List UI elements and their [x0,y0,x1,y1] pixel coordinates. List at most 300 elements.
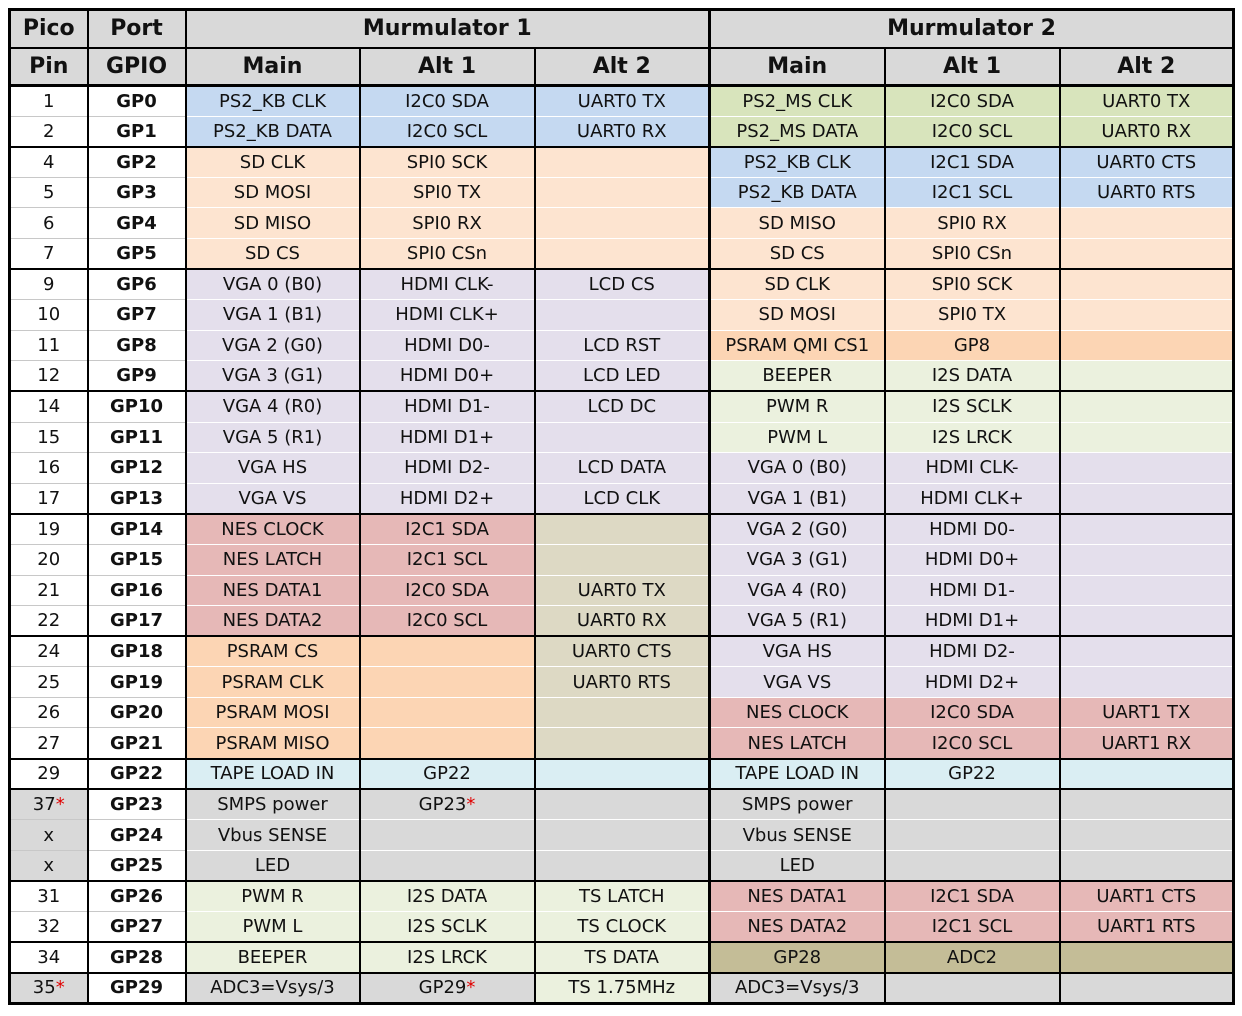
function-label: PS2_MS CLK [742,90,853,112]
m2-alt1-cell [885,728,1060,759]
m1-main-cell [186,422,360,453]
m2-alt2-cell [1060,759,1234,790]
m1-main-cell [186,667,360,698]
gpio-cell: GP27 [88,912,186,943]
m1-alt2-cell [535,269,710,300]
pico-pin-value: 7 [43,243,55,265]
m1-alt2-cell [535,514,710,545]
function-label: I2C1 SDA [930,885,1014,907]
function-label: LCD CS [588,274,655,296]
function-label: SD CLK [764,274,830,296]
m2-alt2-cell [1060,912,1234,943]
m1-main-cell [186,912,360,943]
pico-pin-value: 32 [37,916,61,938]
table-row [10,881,1234,912]
m1-alt1-cell [360,728,535,759]
function-label: SD CS [244,243,300,265]
pico-pin-cell [10,759,88,790]
function-label: ADC3=Vsys/3 [734,977,860,999]
m2-alt2-cell [1060,208,1234,239]
header-row-groups [10,10,1234,48]
pico-pin-cell [10,850,88,881]
m2-main-cell [710,177,885,208]
function-label: GP22 [948,763,996,785]
function-label: I2C0 SCL [406,610,488,632]
gpio-cell: GP3 [88,177,186,208]
pico-pin-value: 11 [37,335,61,357]
m1-alt1-cell [360,361,535,392]
m2-alt1-cell [885,606,1060,637]
pico-pin-value: 21 [37,579,61,601]
gpio-cell: GP13 [88,483,186,514]
function-label: VGA 4 (R0) [222,396,323,418]
function-label: SPI0 SCK [931,274,1013,296]
gpio-cell: GP7 [88,300,186,331]
table-row [10,789,1234,820]
m2-alt1-cell [885,177,1060,208]
m1-alt2-cell [535,238,710,269]
function-label: SPI0 CSn [406,243,488,265]
function-label: UART0 TX [577,579,666,601]
gpio-cell: GP15 [88,544,186,575]
pico-pin-value: 16 [37,457,61,479]
m1-main-cell [186,789,360,820]
m1-alt1-cell [360,789,535,820]
m2-alt1-cell [885,238,1060,269]
pico-pin-value: 15 [37,426,61,448]
m1-alt1-cell [360,942,535,973]
header-row-columns [10,48,1234,86]
m2-main-cell [710,330,885,361]
m2-alt2-cell [1060,116,1234,147]
gpio-cell: GP25 [88,850,186,881]
m1-alt2-header: Alt 2 [535,48,710,86]
table-row [10,238,1234,269]
pico-pin-value: 25 [37,671,61,693]
gpio-cell: GP26 [88,881,186,912]
m1-main-cell [186,697,360,728]
m1-alt2-cell [535,330,710,361]
function-label: I2S LRCK [932,426,1012,448]
m2-alt2-cell [1060,86,1234,117]
m2-main-cell [710,544,885,575]
pico-pin-value: 35 [32,977,56,999]
gpio-cell: GP18 [88,636,186,667]
m1-alt2-cell [535,177,710,208]
function-label: VGA VS [238,487,307,509]
function-label: TS LATCH [578,885,665,907]
m2-alt1-cell [885,422,1060,453]
m2-alt2-cell [1060,330,1234,361]
gpio-cell: GP12 [88,453,186,484]
function-label: Vbus SENSE [217,824,328,846]
m2-main-cell [710,942,885,973]
m1-alt1-cell [360,147,535,178]
table-row [10,759,1234,790]
pico-pin-value: 5 [43,182,55,204]
port-gpio-header-line2: GPIO [88,48,186,86]
function-label: TS DATA [584,946,659,968]
m1-main-cell [186,361,360,392]
m1-main-cell [186,208,360,239]
pico-pin-cell [10,483,88,514]
m1-alt1-cell [360,116,535,147]
m1-alt2-cell [535,636,710,667]
gpio-cell: GP11 [88,422,186,453]
m2-main-cell [710,483,885,514]
function-label: LCD LED [583,365,661,387]
table-row [10,208,1234,239]
function-label: VGA 3 (G1) [222,365,323,387]
m2-main-cell [710,514,885,545]
table-row [10,269,1234,300]
pico-pin-value: 19 [37,518,61,540]
m2-alt2-cell [1060,300,1234,331]
function-label: I2C0 SCL [931,732,1013,754]
gpio-cell: GP2 [88,147,186,178]
table-header [10,10,1234,86]
function-label: SMPS power [217,794,328,816]
asterisk-mark: * [55,794,65,816]
gpio-cell: GP6 [88,269,186,300]
m1-alt1-cell [360,820,535,851]
m1-alt2-cell [535,606,710,637]
pico-pin-header-line1: Pico [10,10,88,48]
m2-alt2-cell [1060,881,1234,912]
m1-alt2-cell [535,483,710,514]
pico-pin-value: 10 [37,304,61,326]
function-label: PWM R [241,885,304,907]
function-label: TAPE LOAD IN [210,763,335,785]
murmulator-1-header: Murmulator 1 [186,10,710,48]
function-label: VGA 5 (R1) [747,610,847,632]
pico-pin-value: x [43,854,55,876]
m1-alt2-cell [535,544,710,575]
table-row [10,177,1234,208]
pico-pin-cell [10,912,88,943]
m1-main-cell [186,881,360,912]
m1-alt1-cell [360,177,535,208]
function-label: HDMI D2- [929,641,1015,663]
asterisk-mark: * [55,977,65,999]
m2-alt1-cell [885,636,1060,667]
m1-main-cell [186,850,360,881]
pico-pin-cell [10,728,88,759]
function-label: PS2_KB CLK [743,151,851,173]
function-label: SD MOSI [233,182,312,204]
m2-alt1-cell [885,453,1060,484]
function-label: GP23 [418,794,467,816]
table-row [10,636,1234,667]
m2-alt1-cell [885,973,1060,1004]
pico-pin-value: 27 [37,732,61,754]
gpio-cell: GP10 [88,391,186,422]
function-label: HDMI D0- [929,518,1015,540]
function-label: HDMI D1+ [924,610,1020,632]
function-label: UART0 RTS [1097,182,1196,204]
function-label: I2S LRCK [407,946,487,968]
function-label: I2C1 SCL [931,916,1013,938]
m2-main-cell [710,361,885,392]
m1-alt2-cell [535,361,710,392]
function-label: I2C1 SCL [406,549,488,571]
function-label: UART0 RX [576,610,667,632]
pico-pin-cell [10,667,88,698]
function-label: VGA 1 (B1) [747,487,847,509]
function-label: UART0 RX [1101,120,1192,142]
pico-pin-value: 31 [37,885,61,907]
gpio-cell: GP29 [88,973,186,1004]
pico-pin-cell [10,147,88,178]
pico-pin-header-line2: Pin [10,48,88,86]
m2-main-cell [710,238,885,269]
m2-alt2-header: Alt 2 [1060,48,1234,86]
function-label: I2S SCLK [407,916,487,938]
function-label: HDMI D2+ [399,487,495,509]
pico-pin-cell [10,973,88,1004]
table-row [10,973,1234,1004]
m2-alt1-cell [885,208,1060,239]
m2-main-cell [710,575,885,606]
table-row [10,147,1234,178]
function-label: SPI0 SCK [406,151,488,173]
m2-main-cell [710,422,885,453]
function-label: I2C0 SCL [931,120,1013,142]
m1-alt1-cell [360,912,535,943]
m1-main-cell [186,177,360,208]
function-label: TS CLOCK [577,916,667,938]
m2-alt1-cell [885,544,1060,575]
pico-pin-cell [10,238,88,269]
m1-alt2-cell [535,667,710,698]
function-label: SMPS power [741,794,853,816]
function-label: Vbus SENSE [742,824,852,846]
function-label: VGA 1 (B1) [222,304,323,326]
pico-pin-cell [10,606,88,637]
function-label: VGA 0 (B0) [222,274,323,296]
table-row [10,850,1234,881]
m1-main-cell [186,147,360,178]
table-row [10,300,1234,331]
function-label: UART1 RTS [1097,916,1196,938]
function-label: VGA 2 (G0) [222,335,323,357]
m1-alt1-cell [360,759,535,790]
function-label: GP29 [418,977,467,999]
m2-alt1-cell [885,514,1060,545]
function-label: I2C0 SCL [406,120,488,142]
m1-main-cell [186,759,360,790]
m1-alt1-cell [360,881,535,912]
gpio-cell: GP19 [88,667,186,698]
m2-main-cell [710,881,885,912]
pico-pin-cell [10,330,88,361]
table-row [10,86,1234,117]
function-label: HDMI CLK+ [395,304,499,326]
m2-alt2-cell [1060,606,1234,637]
m1-alt1-cell [360,636,535,667]
function-label: TAPE LOAD IN [735,763,860,785]
m1-alt1-cell [360,300,535,331]
pico-pin-cell [10,453,88,484]
function-label: NES LATCH [747,732,847,754]
gpio-cell: GP17 [88,606,186,637]
function-label: NES DATA1 [747,885,848,907]
function-label: NES CLOCK [221,518,324,540]
m2-alt2-cell [1060,391,1234,422]
m2-alt1-header: Alt 1 [885,48,1060,86]
function-label: NES CLOCK [746,702,849,724]
function-label: UART1 TX [1102,702,1191,724]
m2-main-cell [710,208,885,239]
function-label: I2S DATA [406,885,488,907]
m1-main-cell [186,514,360,545]
m2-alt2-cell [1060,422,1234,453]
function-label: I2S DATA [931,365,1013,387]
m1-alt1-cell [360,514,535,545]
m1-alt1-cell [360,697,535,728]
function-label: VGA 3 (G1) [746,549,848,571]
m1-alt2-cell [535,789,710,820]
function-label: UART0 RX [576,120,667,142]
m1-main-cell [186,86,360,117]
m1-alt1-cell [360,330,535,361]
pico-pin-value: 14 [37,396,61,418]
m2-main-cell [710,269,885,300]
m1-alt2-cell [535,575,710,606]
m1-alt2-cell [535,759,710,790]
m2-alt1-cell [885,850,1060,881]
m2-alt1-cell [885,942,1060,973]
m2-main-cell [710,86,885,117]
gpio-cell: GP8 [88,330,186,361]
pico-pin-cell [10,636,88,667]
pico-pin-cell [10,514,88,545]
function-label: VGA HS [762,641,832,663]
gpio-cell: GP1 [88,116,186,147]
function-label: GP8 [953,335,991,357]
m2-alt2-cell [1060,942,1234,973]
function-label: VGA 0 (B0) [747,457,847,479]
table-row [10,942,1234,973]
gpio-cell: GP22 [88,759,186,790]
function-label: UART0 TX [577,90,666,112]
pico-pin-cell [10,544,88,575]
pico-pin-cell [10,361,88,392]
m2-alt1-cell [885,789,1060,820]
asterisk-mark: * [466,794,476,816]
function-label: UART0 RTS [572,671,671,693]
m2-alt1-cell [885,820,1060,851]
m2-main-cell [710,912,885,943]
function-label: VGA 5 (R1) [222,426,323,448]
m1-alt1-header: Alt 1 [360,48,535,86]
function-label: SD MOSI [758,304,836,326]
pico-pin-value: 29 [37,763,61,785]
pico-pin-value: 1 [43,90,55,112]
gpio-cell: GP23 [88,789,186,820]
pico-pin-value: 34 [37,946,61,968]
port-gpio-header-line1: Port [88,10,186,48]
table-row [10,361,1234,392]
m1-alt1-cell [360,208,535,239]
m2-alt2-cell [1060,361,1234,392]
function-label: HDMI CLK- [400,274,494,296]
pico-pin-value: 9 [43,274,55,296]
function-label: UART0 TX [1102,90,1191,112]
function-label: VGA 4 (R0) [747,579,847,601]
m2-alt2-cell [1060,177,1234,208]
pico-pin-cell [10,820,88,851]
murmulator-2-header: Murmulator 2 [710,10,1234,48]
m2-main-cell [710,147,885,178]
m1-alt2-cell [535,391,710,422]
m2-main-cell [710,697,885,728]
function-label: LCD DC [587,396,657,418]
pico-pin-cell [10,422,88,453]
m2-alt2-cell [1060,636,1234,667]
function-label: LCD CLK [583,487,661,509]
pico-pin-cell [10,86,88,117]
m2-alt1-cell [885,330,1060,361]
m1-main-cell [186,575,360,606]
m1-main-cell [186,483,360,514]
pico-pin-cell [10,269,88,300]
pico-pin-value: 24 [37,641,61,663]
m2-alt2-cell [1060,697,1234,728]
table-row [10,514,1234,545]
table-body [10,86,1234,1004]
table-row [10,697,1234,728]
m1-main-cell [186,116,360,147]
m2-main-cell [710,973,885,1004]
pinout-table [8,8,1235,1005]
pico-pin-cell [10,575,88,606]
pico-pin-cell [10,942,88,973]
m2-alt2-cell [1060,147,1234,178]
m2-alt1-cell [885,912,1060,943]
function-label: HDMI CLK- [925,457,1019,479]
pico-pin-cell [10,116,88,147]
function-label: I2C1 SDA [930,151,1014,173]
table-row [10,544,1234,575]
pico-pin-value: 6 [43,212,55,234]
asterisk-mark: * [466,977,476,999]
table-row [10,330,1234,361]
m2-main-cell [710,453,885,484]
m1-alt2-cell [535,116,710,147]
m2-main-cell [710,850,885,881]
m1-alt1-cell [360,667,535,698]
m1-alt1-cell [360,391,535,422]
m1-alt1-cell [360,575,535,606]
m2-main-cell [710,116,885,147]
m1-main-cell [186,942,360,973]
m2-alt2-cell [1060,453,1234,484]
m2-alt1-cell [885,361,1060,392]
gpio-cell: GP0 [88,86,186,117]
function-label: PS2_KB DATA [737,182,857,204]
m2-main-cell [710,300,885,331]
pico-pin-value: 26 [37,702,61,724]
function-label: SPI0 RX [412,212,482,234]
m1-alt2-cell [535,208,710,239]
function-label: UART1 CTS [1096,885,1197,907]
function-label: ADC3=Vsys/3 [210,977,335,999]
pico-pin-value: 22 [37,610,61,632]
function-label: I2S SCLK [932,396,1012,418]
function-label: PS2_MS DATA [736,120,859,142]
table-row [10,912,1234,943]
